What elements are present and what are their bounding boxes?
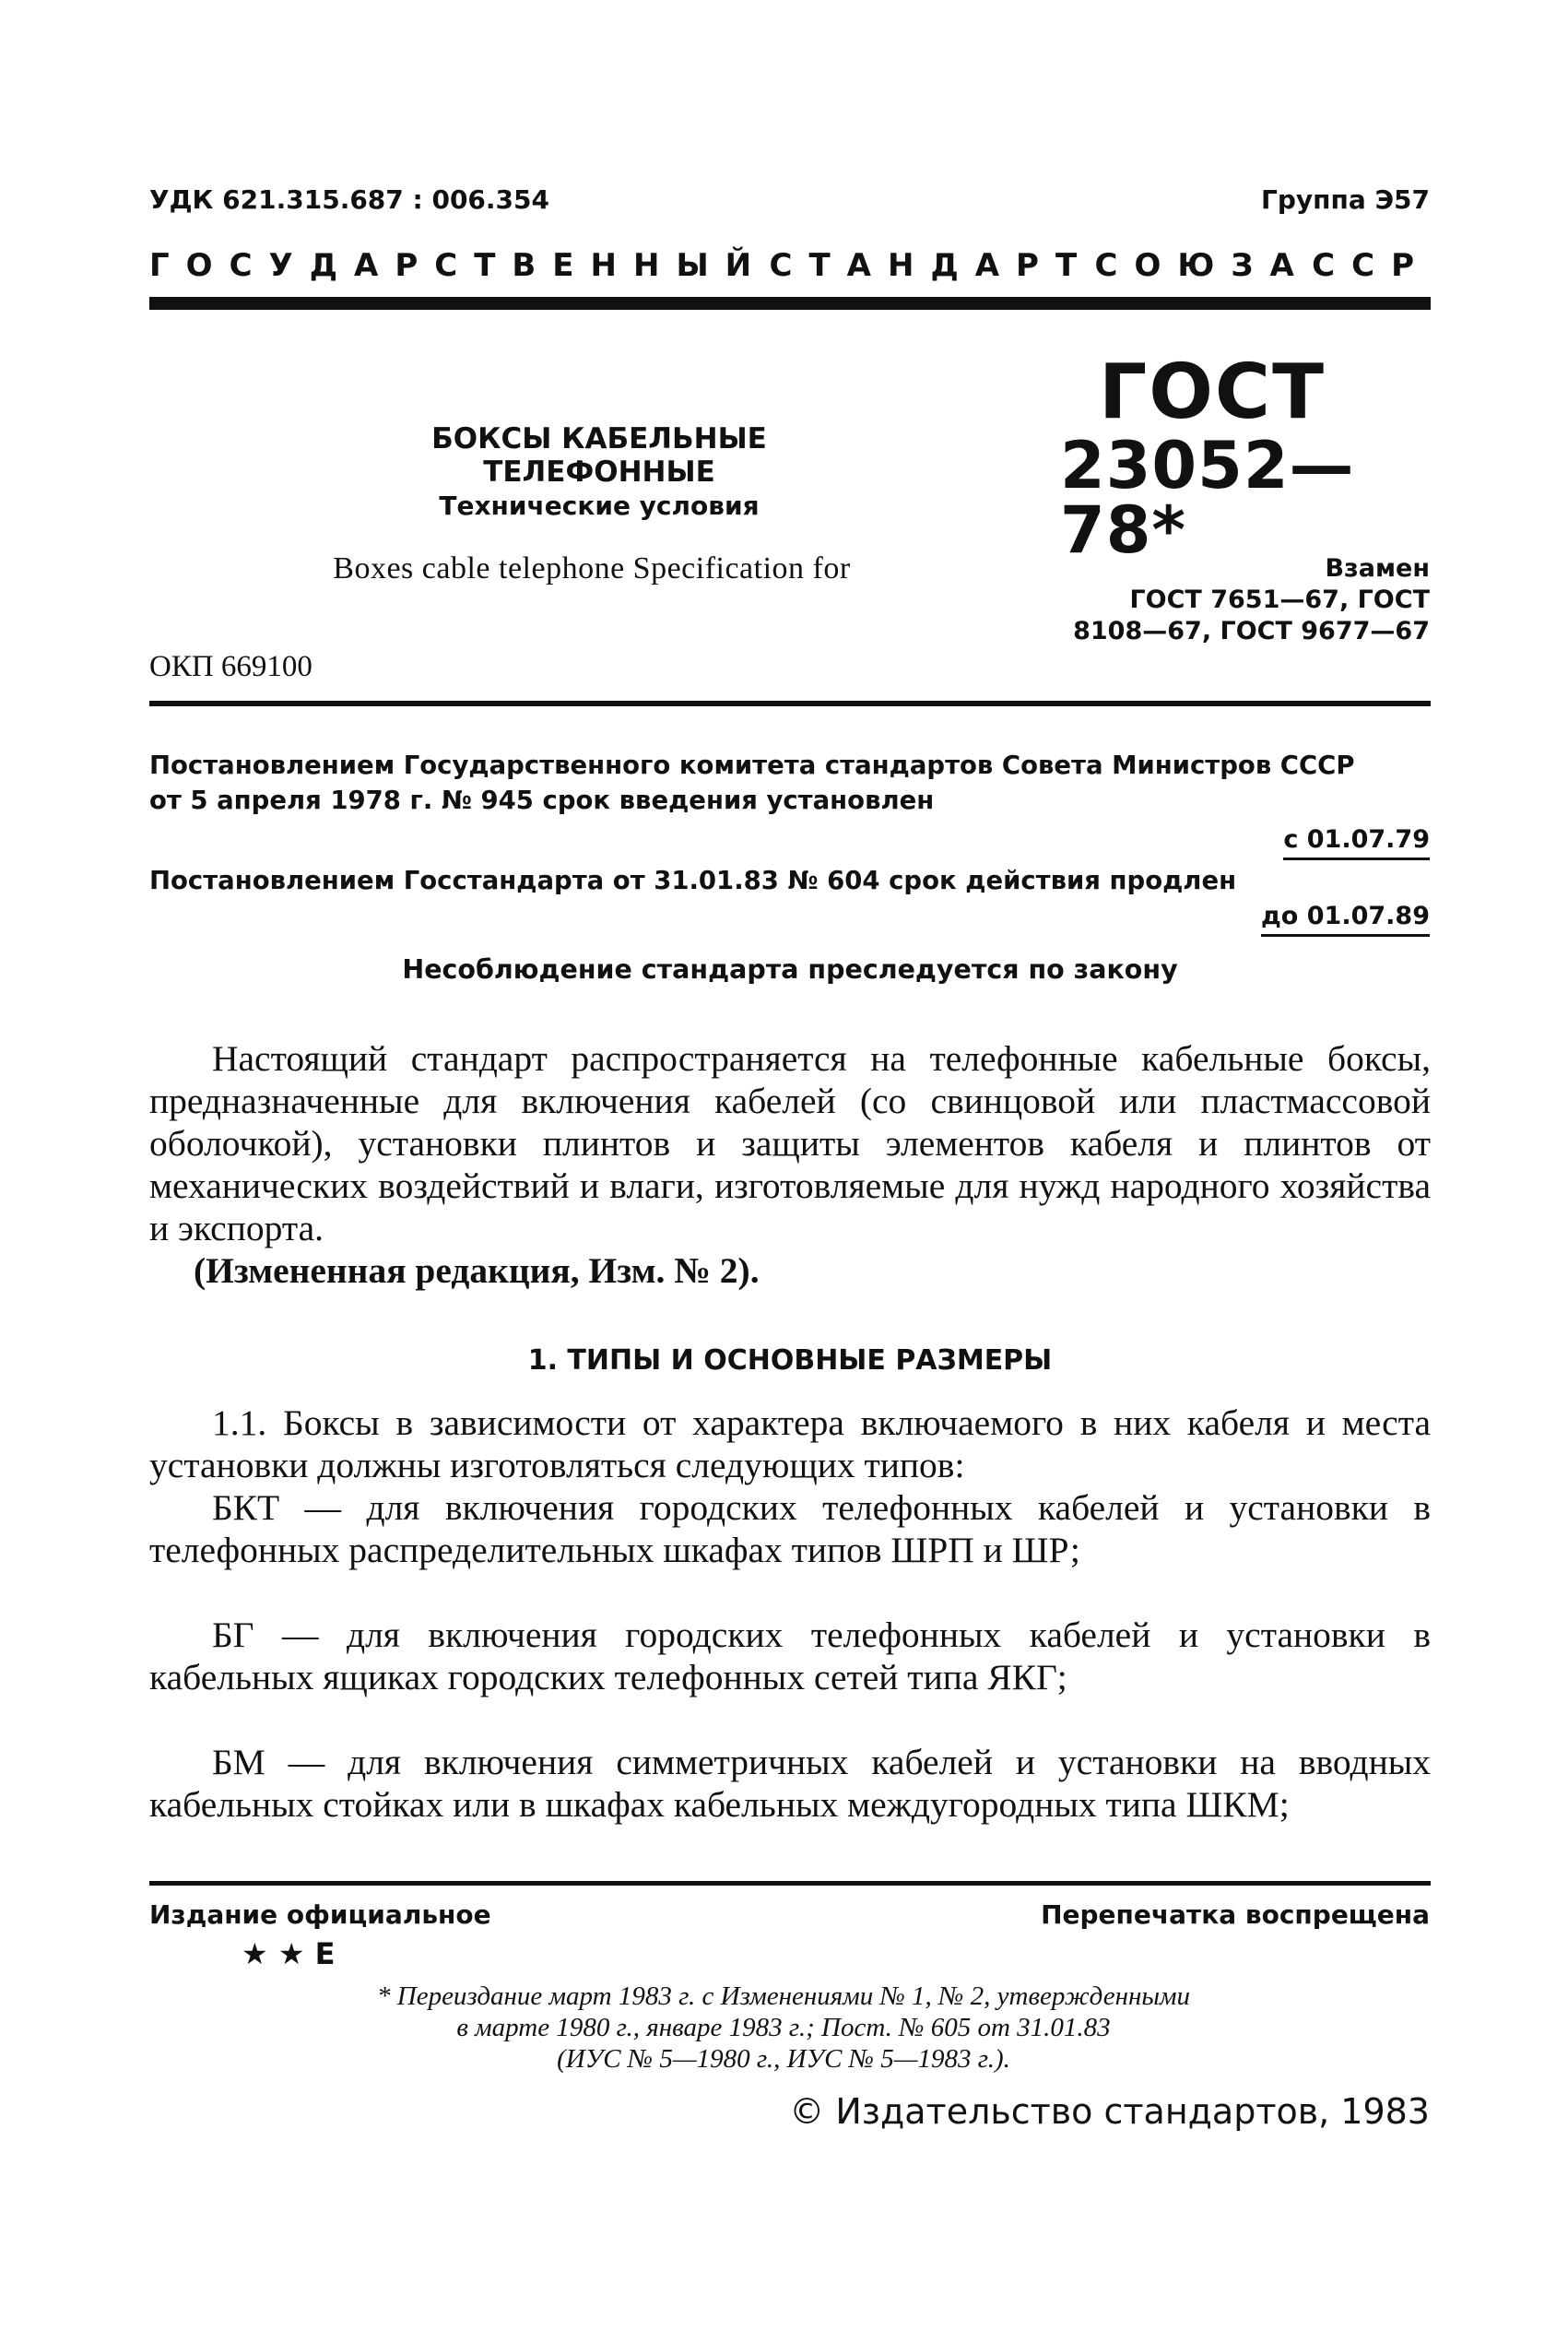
footnote-line-2: в марте 1980 г., январе 1983 г.; Пост. № 605 от 31.01.83 xyxy=(456,2013,1111,2042)
group-code: Группа Э57 xyxy=(1261,184,1430,215)
replaces-block xyxy=(1073,553,1430,647)
banner-word-4: ССР xyxy=(1312,247,1431,284)
reprint-prohibited: Перепечатка воспрещена xyxy=(1041,1899,1430,1930)
replaces-line-1: ГОСТ 7651—67, ГОСТ xyxy=(1129,585,1430,614)
udk-code: УДК 621.315.687 : 006.354 xyxy=(149,184,549,215)
type-bkt: БКТ — для включения городских телефонных кабелей и установки в телефонных распределительных шкафах типов ШРП и ШР; xyxy=(149,1487,1431,1570)
banner-word-3: СОЮЗА xyxy=(1094,247,1311,284)
reissue-footnote xyxy=(166,1981,1401,2075)
header-thick-rule xyxy=(149,297,1431,310)
footnote-line-1: * Переиздание март 1983 г. с Изменениями № 1, № 2, утвержденными xyxy=(377,1981,1190,2011)
footnote-line-3: (ИУС № 5—1980 г., ИУС № 5—1983 г.). xyxy=(557,2044,1010,2074)
intro-paragraph: Настоящий стандарт распространяется на телефонные кабельные боксы, предназначенные для включения кабелей (со свинцовой или пластмассовой оболочкой), установки плинтов и защиты элементов кабеля и плинтов от механических воздействий и влаги, изготовляемые для нужд народного хозяйства и экспорта. xyxy=(149,1038,1431,1248)
decree-line-1: Постановлением Государственного комитета стандартов Совета Министров СССР xyxy=(149,751,1355,780)
document-title: БОКСЫ КАБЕЛЬНЫЕ ТЕЛЕФОННЫЕ xyxy=(431,422,767,489)
gost-number: 23052—78* xyxy=(1060,428,1355,568)
banner-word-1: ГОСУДАРСТВЕННЫЙ xyxy=(149,247,769,284)
document-subtitle: Технические условия xyxy=(439,491,760,521)
state-standard-banner xyxy=(149,247,1431,284)
introduction-date: с 01.07.79 xyxy=(1283,825,1430,860)
legal-warning: Несоблюдение стандарта преследуется по закону xyxy=(402,954,1178,985)
decree-line-3: Постановлением Госстандарта от 31.01.83 № 604 срок действия продлен xyxy=(149,866,1237,895)
type-bm: БМ — для включения симметричных кабелей и установки на вводных кабельных стойках или в шкафах кабельных междугородных типа ШКМ; xyxy=(149,1742,1431,1825)
decree-line-2: от 5 апреля 1978 г. № 945 срок введения установлен xyxy=(149,786,935,815)
publisher-copyright: © Издательство стандартов, 1983 xyxy=(789,2091,1430,2132)
extension-date: до 01.07.89 xyxy=(1261,902,1430,937)
gost-label: ГОСТ xyxy=(1098,349,1326,436)
banner-word-2: СТАНДАРТ xyxy=(769,247,1094,284)
type-bg: БГ — для включения городских телефонных кабелей и установки в кабельных ящиках городских телефонных сетей типа ЯКГ; xyxy=(149,1614,1431,1697)
title-divider-rule xyxy=(149,701,1431,706)
official-edition: Издание официальное xyxy=(149,1899,491,1930)
okp-code: ОКП 669100 xyxy=(149,650,312,683)
edition-marks: ★ ★ Е xyxy=(242,1936,336,1971)
amendment-note: (Измененная редакция, Изм. № 2). xyxy=(194,1250,760,1291)
clause-1-1: 1.1. Боксы в зависимости от характера включаемого в них кабеля и места установки должны изготовляться следующих типов: xyxy=(149,1402,1431,1485)
replaces-label: Взамен xyxy=(1325,554,1430,583)
english-title: Boxes cable telephone Specification for xyxy=(333,551,851,585)
replaces-line-2: 8108—67, ГОСТ 9677—67 xyxy=(1073,617,1430,645)
section-heading: 1. ТИПЫ И ОСНОВНЫЕ РАЗМЕРЫ xyxy=(527,1344,1053,1377)
footer-rule xyxy=(149,1881,1431,1886)
